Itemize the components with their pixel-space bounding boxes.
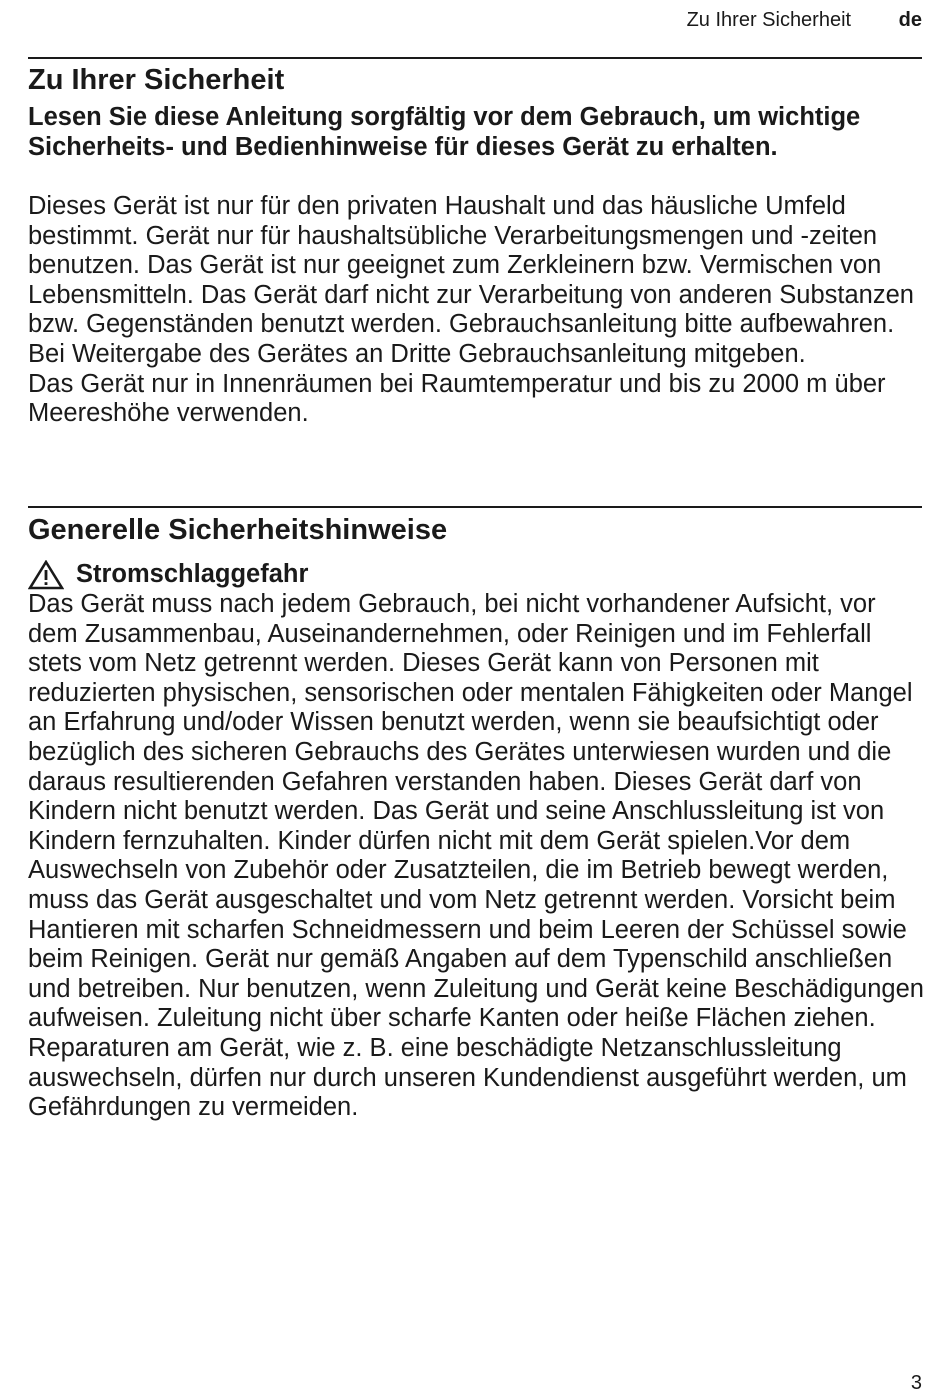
running-header: [687, 8, 922, 32]
header-section-title: Zu Ihrer Sicherheit: [686, 9, 852, 31]
warning-title: Stromschlaggefahr: [76, 560, 309, 589]
intro-bold-text: Lesen Sie diese Anleitung sorgfältig vor dem Gebrauch, um wichtige Sicherheits- und Bedienhinweise für dieses Gerät zu erhalten.: [28, 103, 861, 161]
intro-paragraph: Dieses Gerät ist nur für den privaten Haushalt und das häusliche Umfeld bestimmt. Gerät nur für haushaltsübliche Verarbeitungsmengen und -zeiten benutzen. Das Gerät ist nur geeignet zum Zerkleinern bzw. Vermischen von Lebensmitteln. Das Gerät darf nicht zur Verarbeitung von anderen Substanzen bzw. Gegenständen benutzt werden. Gebrauchsanleitung bitte aufbewahren. Bei Weitergabe des Gerätes an Dritte Gebrauchsanleitung mitgeben.: [28, 192, 914, 368]
section-divider-top: [28, 57, 922, 59]
section-divider-middle: [28, 506, 922, 508]
section-title-general-safety: Generelle Sicherheitshinweise: [28, 514, 448, 546]
warning-triangle-icon: [28, 560, 64, 590]
intro-paragraph: Das Gerät nur in Innenräumen bei Raumtemperatur und bis zu 2000 m über Meereshöhe verwenden.: [28, 369, 886, 428]
intro-paragraphs: [28, 192, 928, 429]
page-number: 3: [910, 1372, 922, 1394]
header-language-code: de: [898, 9, 922, 31]
section-title-safety: Zu Ihrer Sicherheit: [28, 64, 285, 96]
warning-text: Das Gerät muss nach jedem Gebrauch, bei nicht vorhandener Aufsicht, vor dem Zusammenbau, Auseinandernehmen, oder Reinigen und im Fehlerfall stets vom Netz getrennt werden. Dieses Gerät kann von Personen mit reduzierten physischen, sensorischen oder mentalen Fähigkeiten oder Mangel an Erfahrung und/oder Wissen benutzt werden, wenn sie beaufsichtigt oder bezüglich des sicheren Gebrauchs des Gerätes unterwiesen wurden und die daraus resultierenden Gefahren verstanden haben. Dieses Gerät darf von Kindern nicht benutzt werden. Das Gerät und seine Anschlussleitung ist von Kindern fernzuhalten. Kinder dürfen nicht mit dem Gerät spielen.Vor dem Auswechseln von Zubehör oder Zusatzteilen, die im Betrieb bewegt werden, muss das Gerät ausgeschaltet und vom Netz getrennt werden. Vorsicht beim Hantieren mit scharfen Schneidmessern und beim Leeren der Schüssel sowie beim Reinigen. Gerät nur gemäß Angaben auf dem Typenschild anschließen und betreiben. Nur benutzen, wenn Zuleitung und Gerät keine Beschädigungen aufweisen. Zuleitung nicht über scharfe Kanten oder heiße Flächen ziehen. Reparaturen am Gerät, wie z. B. eine beschädigte Netzanschlussleitung auswechseln, dürfen nur durch unseren Kundendienst ausgeführt werden, um Gefährdungen zu vermeiden.: [28, 590, 924, 1122]
warning-heading: [28, 560, 928, 590]
